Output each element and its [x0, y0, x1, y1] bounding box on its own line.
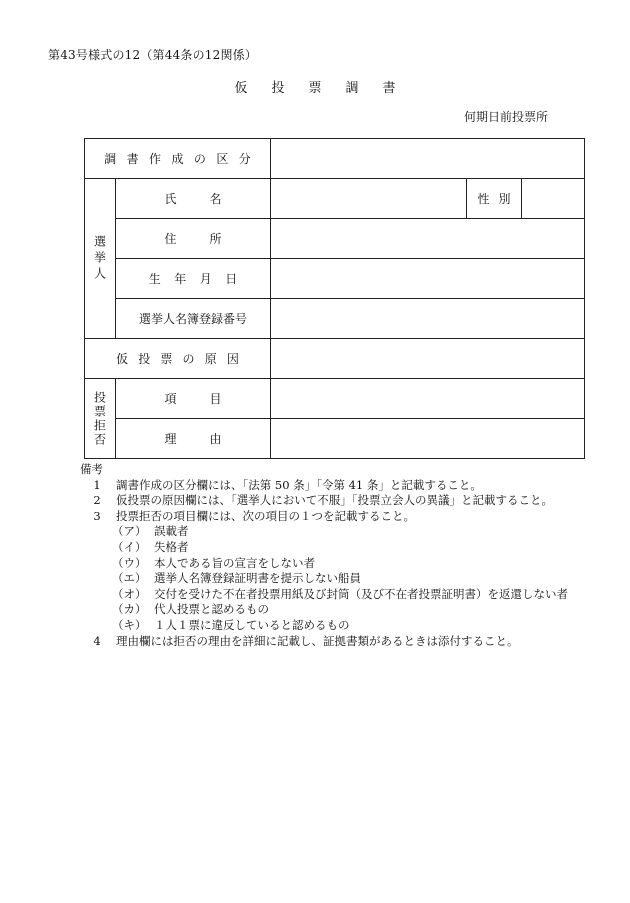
- name-label-cell: 氏 名: [116, 179, 271, 219]
- note-item: 4 理由欄には拒否の理由を詳細に記載し、証拠書類があるときは添付すること。: [93, 633, 519, 648]
- refusal-reason-field[interactable]: [271, 419, 585, 459]
- note-subitem: （エ） 選挙人名簿登録証明書を提示しない船員: [112, 571, 361, 586]
- birthdate-field[interactable]: [271, 259, 585, 299]
- form-number: 第43号様式の12（第44条の12関係）: [48, 48, 258, 62]
- address-label-cell: 住 所: [116, 219, 271, 259]
- note-item: 2 仮投票の原因欄には、「選挙人において不服」「投票立会人の異議」と記載すること。: [93, 493, 553, 508]
- document-title: [0, 77, 630, 96]
- notes-heading: 備考: [80, 462, 103, 476]
- note-item: 3 投票拒否の項目欄には、次の項目の１つを記載すること。: [93, 508, 415, 523]
- gender-label-cell: 性 別: [467, 179, 522, 219]
- registry-label-cell: [116, 299, 271, 339]
- refusal-item-field[interactable]: [271, 379, 585, 419]
- note-item: 1 調書作成の区分欄には、「法第 50 条」「令第 41 条」と記載すること。: [93, 477, 482, 492]
- row-birthdate: [85, 259, 585, 299]
- registry-label: 選挙人名簿登録番号: [139, 312, 248, 326]
- registry-number-field[interactable]: [271, 299, 585, 339]
- row-classification: [85, 139, 585, 179]
- row-provisional-reason: [85, 339, 585, 379]
- classification-field[interactable]: [271, 139, 585, 179]
- title-char: 投: [271, 81, 285, 96]
- provisional-vote-form-table: [84, 138, 585, 459]
- address-field[interactable]: [271, 219, 585, 259]
- note-subitem: （キ） １人１票に違反していると認めるもの: [112, 617, 350, 632]
- refusal-label: 投票拒否: [92, 390, 107, 447]
- title-char: 仮: [234, 81, 248, 96]
- title-char: 票: [308, 81, 322, 96]
- note-subitem: （オ） 交付を受けた不在者投票用紙及び封筒（及び不在者投票証明書）を返還しない者: [112, 586, 568, 601]
- polling-place-name: 何期日前投票所: [463, 110, 548, 124]
- row-address: [85, 219, 585, 259]
- row-name: [85, 179, 585, 219]
- note-subitem: （カ） 代人投票と認めるもの: [112, 602, 269, 617]
- provisional-reason-field[interactable]: [271, 339, 585, 379]
- title-char: 書: [382, 81, 396, 96]
- row-refusal-reason: [85, 419, 585, 459]
- row-refusal-item: [85, 379, 585, 419]
- note-subitem: （ア） 誤載者: [112, 524, 189, 539]
- classification-label-cell: 調 書 作 成 の 区 分: [85, 139, 271, 179]
- provisional-reason-label-cell: 仮 投 票 の 原 因: [85, 339, 271, 379]
- name-field[interactable]: [271, 179, 467, 219]
- note-subitem: （ウ） 本人である旨の宣言をしない者: [112, 555, 315, 570]
- birthdate-label-cell: 生 年 月 日: [116, 259, 271, 299]
- note-subitem: （イ） 失格者: [112, 539, 189, 554]
- row-registry: [85, 299, 585, 339]
- gender-field[interactable]: [522, 179, 585, 219]
- refusal-label-cell: [85, 379, 116, 459]
- elector-label: 選挙人: [92, 234, 107, 283]
- title-char: 調: [345, 81, 359, 96]
- elector-label-cell: [85, 179, 116, 339]
- refusal-reason-label-cell: 理 由: [116, 419, 271, 459]
- notes-section: [80, 462, 600, 649]
- item-label-cell: 項 目: [116, 379, 271, 419]
